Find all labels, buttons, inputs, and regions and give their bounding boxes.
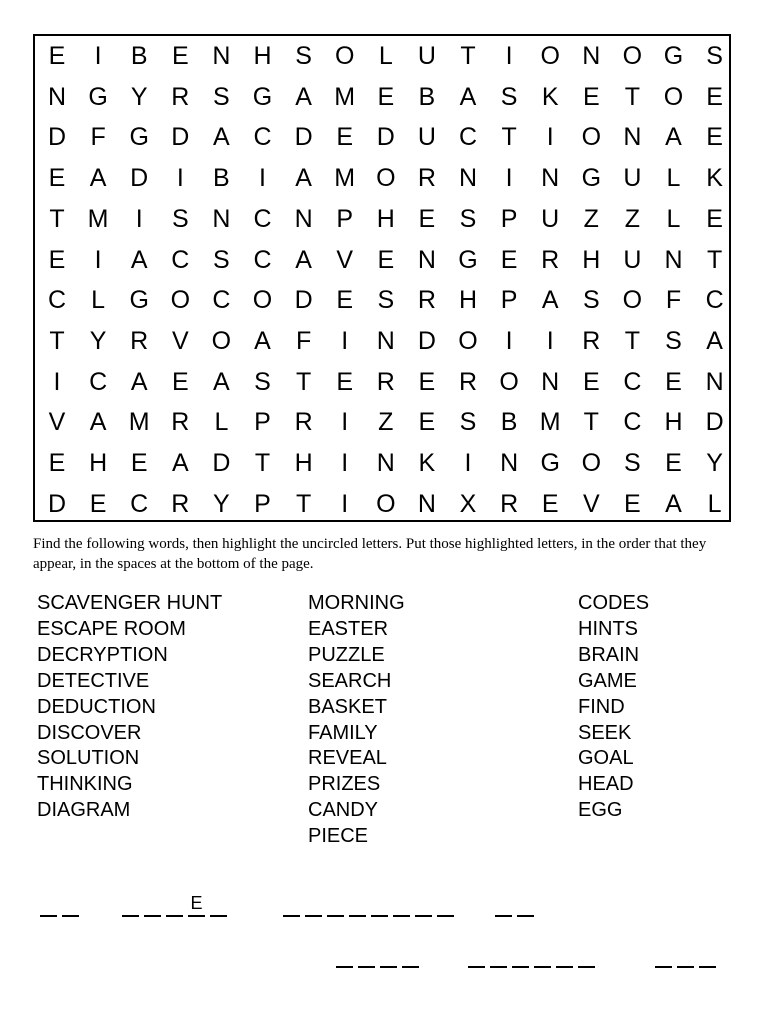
grid-letter: E <box>336 123 354 152</box>
grid-letter: N <box>500 449 519 477</box>
grid-letter: E <box>48 449 66 477</box>
word-list-item: MORNING <box>308 592 405 614</box>
answer-blank[interactable] <box>655 966 672 968</box>
answer-blank[interactable] <box>699 966 716 968</box>
grid-letter: I <box>259 164 266 193</box>
word-list-item: FAMILY <box>308 721 378 744</box>
grid-letter: A <box>213 367 230 396</box>
answer-blank[interactable] <box>283 915 300 917</box>
answer-blank[interactable] <box>166 915 183 917</box>
grid-letter: F <box>295 326 312 355</box>
grid-letter: T <box>624 82 641 111</box>
grid-letter: C <box>171 245 190 274</box>
grid-letter: A <box>130 367 148 396</box>
grid-letter: R <box>171 408 190 437</box>
grid-letter: C <box>89 367 108 396</box>
grid-letter: S <box>171 204 189 233</box>
grid-letter: O <box>499 367 519 396</box>
word-list-item: DECRYPTION <box>37 643 168 666</box>
answer-blank[interactable] <box>556 966 573 968</box>
grid-letter: L <box>214 408 229 437</box>
grid-letter: E <box>336 286 354 315</box>
grid-letter: C <box>47 286 67 315</box>
answer-blank[interactable] <box>677 966 694 968</box>
grid-letter: N <box>705 367 724 396</box>
grid-letter: C <box>458 123 478 152</box>
answer-blank[interactable] <box>358 966 375 968</box>
grid-letter: T <box>254 449 271 477</box>
grid-letter: E <box>624 489 641 518</box>
word-list-item: DISCOVER <box>37 721 142 744</box>
grid-letter: N <box>47 82 67 111</box>
grid-letter: Y <box>130 82 148 111</box>
grid-letter: E <box>706 123 723 152</box>
grid-letter: D <box>171 123 190 152</box>
grid-letter: U <box>541 204 560 233</box>
grid-letter: S <box>459 204 477 233</box>
grid-letter: O <box>581 449 602 477</box>
grid-letter: C <box>253 123 272 152</box>
word-list-item: HEAD <box>578 773 634 796</box>
grid-letter: A <box>295 82 312 111</box>
word-list-item: THINKING <box>37 773 133 796</box>
grid-letter: H <box>253 42 272 70</box>
word-list-item: PRIZES <box>308 773 381 796</box>
grid-letter: H <box>376 204 395 233</box>
grid-letter: I <box>505 42 513 70</box>
answer-blank[interactable] <box>495 915 512 917</box>
word-list-item: CODES <box>578 592 650 614</box>
grid-letter: H <box>294 449 313 477</box>
grid-letter: O <box>581 123 602 152</box>
grid-letter: O <box>334 42 355 70</box>
grid-letter: O <box>663 82 684 111</box>
word-list-item: REVEAL <box>308 747 387 770</box>
grid-letter: T <box>624 326 641 355</box>
grid-letter: A <box>665 123 682 152</box>
grid-letter: E <box>336 367 354 396</box>
word-list-column-3 <box>578 591 649 824</box>
answer-blank[interactable] <box>122 915 139 917</box>
grid-letter: S <box>213 245 230 274</box>
grid-letter: E <box>665 367 682 396</box>
answer-blank[interactable] <box>534 966 551 968</box>
word-search-grid <box>33 34 731 522</box>
word-list-item: FIND <box>578 695 625 718</box>
grid-letter: F <box>90 123 106 152</box>
grid-letter: Z <box>624 204 641 233</box>
grid-letter: E <box>541 489 559 518</box>
grid-letter: B <box>130 42 148 70</box>
answer-blank[interactable] <box>327 915 344 917</box>
grid-letter: V <box>171 326 189 355</box>
word-list-item: DIAGRAM <box>37 799 131 822</box>
grid-letter: G <box>458 245 478 274</box>
answer-blank[interactable] <box>437 915 454 917</box>
instructions-text: Find the following words, then highlight the uncircled letters. Put those highlighted letters, in the order that they appear, in the spaces at the bottom of the page. <box>33 536 707 572</box>
grid-letter: A <box>295 164 312 193</box>
grid-letter: M <box>334 164 356 193</box>
grid-letter: T <box>49 326 65 355</box>
word-list-item: GOAL <box>578 747 634 770</box>
answer-blank[interactable] <box>415 915 432 917</box>
grid-letter: G <box>88 82 108 111</box>
grid-letter: L <box>91 286 106 315</box>
grid-letter: R <box>171 489 190 518</box>
grid-letter: E <box>582 367 600 396</box>
grid-letter: S <box>459 408 477 437</box>
grid-letter: E <box>48 164 66 193</box>
grid-letter: S <box>665 326 682 355</box>
answer-word-blanks <box>655 944 721 970</box>
grid-letter: B <box>500 408 518 437</box>
grid-letter: U <box>623 245 642 274</box>
grid-letter: L <box>707 489 722 518</box>
grid-letter: C <box>705 286 724 315</box>
grid-letter: S <box>213 82 230 111</box>
grid-letter: U <box>623 164 642 193</box>
grid-letter: E <box>418 408 436 437</box>
grid-letter: V <box>582 489 600 518</box>
grid-letter: C <box>253 245 272 274</box>
grid-letter: R <box>541 245 560 274</box>
answer-word-blanks <box>495 893 539 919</box>
grid-letter: H <box>89 449 108 477</box>
grid-letter: F <box>665 286 682 315</box>
grid-letter: N <box>212 204 231 233</box>
grid-letter: D <box>47 489 67 518</box>
grid-letter: O <box>211 326 232 355</box>
grid-letter: N <box>417 245 436 274</box>
grid-letter: B <box>213 164 230 193</box>
grid-letter: E <box>665 449 682 477</box>
word-list-column-2 <box>308 591 405 850</box>
word-list-item: SCAVENGER HUNT <box>37 592 223 614</box>
answer-blank[interactable] <box>305 915 322 917</box>
grid-letter: E <box>500 245 518 274</box>
grid-letter: C <box>623 408 642 437</box>
word-list-item: HINTS <box>578 617 638 640</box>
grid-letter: O <box>622 286 643 315</box>
grid-letter: R <box>130 326 149 355</box>
grid-letter: E <box>89 489 107 518</box>
grid-letter: R <box>500 489 519 518</box>
grid-letter: T <box>501 123 517 152</box>
grid-letter: T <box>295 489 312 518</box>
answer-blank[interactable] <box>349 915 366 917</box>
answer-word-blanks <box>283 893 459 919</box>
grid-letter: Y <box>706 449 723 477</box>
grid-letter: T <box>460 42 476 70</box>
grid-letter: B <box>418 82 436 111</box>
grid-letter: A <box>541 286 559 315</box>
grid-letter: O <box>376 164 396 193</box>
grid-letter: H <box>664 408 683 437</box>
grid-letter: K <box>706 164 723 193</box>
word-list-item: PUZZLE <box>308 643 385 666</box>
word-list-item: EASTER <box>308 617 389 640</box>
grid-letter: Y <box>89 326 107 355</box>
grid-letter: S <box>582 286 600 315</box>
grid-letter: R <box>458 367 478 396</box>
grid-letter: N <box>582 42 601 70</box>
grid-letter: E <box>130 449 148 477</box>
answer-blank[interactable] <box>188 915 205 917</box>
grid-letter: N <box>212 42 231 70</box>
grid-letter: D <box>376 123 395 152</box>
grid-letter: N <box>294 204 313 233</box>
grid-letter: O <box>170 286 191 315</box>
grid-letter: E <box>48 245 66 274</box>
answer-word-blanks <box>468 944 600 970</box>
grid-letter: P <box>254 489 271 518</box>
grid-letter: D <box>47 123 67 152</box>
answer-word-blanks <box>122 893 232 919</box>
grid-letter: L <box>666 164 681 193</box>
grid-letter: E <box>171 367 189 396</box>
grid-letter: N <box>458 164 478 193</box>
grid-letter: O <box>458 326 478 355</box>
grid-letter: D <box>294 123 313 152</box>
word-list-column-1 <box>37 591 222 824</box>
grid-letter: S <box>706 42 723 70</box>
word-list-item: SEARCH <box>308 669 392 692</box>
grid-letter: E <box>418 367 436 396</box>
grid-letter: S <box>500 82 518 111</box>
grid-letter: M <box>334 82 356 111</box>
grid-letter: K <box>541 82 559 111</box>
word-list-item: DEDUCTION <box>37 695 156 718</box>
answer-blank[interactable] <box>336 966 353 968</box>
answer-blank[interactable] <box>62 915 79 917</box>
grid-letter: N <box>541 367 560 396</box>
grid-letter: S <box>254 367 271 396</box>
grid-letter: K <box>418 449 436 477</box>
grid-letter: U <box>417 42 436 70</box>
grid-letter: N <box>376 326 395 355</box>
grid-letter: N <box>664 245 683 274</box>
grid-letter: I <box>546 123 554 152</box>
grid-letter: A <box>295 245 312 274</box>
grid-letter: M <box>128 408 150 437</box>
grid-letter: E <box>706 82 723 111</box>
grid-letter: L <box>378 42 393 70</box>
grid-letter: O <box>622 42 643 70</box>
grid-letter: R <box>294 408 313 437</box>
grid-letter: G <box>129 286 149 315</box>
answer-blank[interactable] <box>402 966 419 968</box>
answer-blank[interactable] <box>468 966 485 968</box>
answer-blank[interactable] <box>371 915 388 917</box>
grid-letter: I <box>94 42 102 70</box>
grid-letter: N <box>541 164 560 193</box>
grid-letter: X <box>459 489 477 518</box>
grid-letter: E <box>706 204 723 233</box>
grid-letter: T <box>295 367 312 396</box>
grid-letter: S <box>377 286 395 315</box>
grid-letter: S <box>624 449 641 477</box>
answer-blank[interactable] <box>578 966 595 968</box>
word-list-item: GAME <box>578 669 637 692</box>
grid-letter: A <box>213 123 230 152</box>
grid-letter: O <box>252 286 273 315</box>
grid-letter: P <box>336 204 354 233</box>
grid-letter: G <box>129 123 149 152</box>
grid-letter: A <box>459 82 477 111</box>
grid-letter: D <box>294 286 313 315</box>
answer-blank[interactable] <box>210 915 227 917</box>
answer-blank[interactable] <box>40 915 57 917</box>
grid-letter: I <box>135 204 143 233</box>
grid-letter: E <box>48 42 66 70</box>
grid-letter: A <box>665 489 682 518</box>
answer-word-blanks <box>40 893 84 919</box>
grid-letter: A <box>171 449 189 477</box>
word-list-item: BASKET <box>308 695 387 718</box>
grid-letter: G <box>663 42 684 70</box>
grid-letter: N <box>623 123 642 152</box>
grid-letter: V <box>48 408 66 437</box>
grid-letter: S <box>295 42 312 70</box>
word-list-item: BRAIN <box>578 643 640 666</box>
grid-letter: I <box>341 489 349 518</box>
grid-letter: C <box>130 489 149 518</box>
grid-letter: H <box>582 245 601 274</box>
word-list-item: DETECTIVE <box>37 669 150 692</box>
word-list-item: PIECE <box>308 825 369 848</box>
grid-letter: D <box>212 449 231 477</box>
answer-letter: E <box>190 893 203 913</box>
grid-letter: E <box>418 204 436 233</box>
grid-letter: G <box>581 164 602 193</box>
grid-letter: I <box>546 326 554 355</box>
grid-letter: O <box>540 42 560 70</box>
grid-letter: C <box>623 367 642 396</box>
grid-letter: R <box>171 82 190 111</box>
grid-letter: A <box>706 326 723 355</box>
grid-letter: C <box>212 286 231 315</box>
grid-letter: P <box>500 286 518 315</box>
grid-letter: E <box>582 82 600 111</box>
word-list-item: SEEK <box>578 721 632 744</box>
answer-word-blanks <box>336 944 424 970</box>
word-list-item: CANDY <box>308 799 379 822</box>
grid-letter: T <box>706 245 723 274</box>
grid-letter: Z <box>583 204 599 233</box>
grid-letter: P <box>254 408 271 437</box>
answer-blank[interactable] <box>517 915 534 917</box>
grid-letter: I <box>94 245 102 274</box>
grid-letter: G <box>252 82 273 111</box>
grid-letter: L <box>666 204 681 233</box>
grid-letter: T <box>49 204 65 233</box>
grid-letter: A <box>254 326 271 355</box>
answer-blank[interactable] <box>144 915 161 917</box>
grid-letter: I <box>505 164 513 193</box>
answer-blank[interactable] <box>490 966 507 968</box>
grid-letter: A <box>130 245 148 274</box>
grid-letter: U <box>417 123 436 152</box>
grid-letter: T <box>583 408 599 437</box>
grid-letter: I <box>505 326 513 355</box>
word-list-item: ESCAPE ROOM <box>37 617 186 640</box>
grid-letter: I <box>341 449 349 477</box>
grid-letter: D <box>130 164 149 193</box>
grid-letter: I <box>176 164 184 193</box>
grid-letter: R <box>376 367 395 396</box>
grid-letter: R <box>582 326 601 355</box>
grid-letter: R <box>417 164 436 193</box>
grid-letter: A <box>89 164 107 193</box>
answer-blank[interactable] <box>512 966 529 968</box>
grid-letter: P <box>500 204 518 233</box>
grid-letter: E <box>377 245 395 274</box>
grid-letter: E <box>171 42 189 70</box>
grid-letter: Z <box>378 408 394 437</box>
word-list-item: EGG <box>578 799 623 822</box>
grid-letter: I <box>53 367 61 396</box>
answer-blank[interactable] <box>393 915 410 917</box>
grid-letter: V <box>336 245 354 274</box>
grid-letter: N <box>376 449 395 477</box>
grid-letter: R <box>417 286 436 315</box>
grid-letter: G <box>540 449 560 477</box>
grid-letter: I <box>464 449 472 477</box>
grid-letter: I <box>341 408 349 437</box>
grid-letter: O <box>376 489 396 518</box>
grid-letter: Y <box>213 489 230 518</box>
grid-letter: A <box>89 408 107 437</box>
grid-letter: N <box>417 489 436 518</box>
grid-letter: C <box>253 204 272 233</box>
word-list-item: SOLUTION <box>37 747 140 770</box>
grid-letter: H <box>458 286 478 315</box>
grid-letter: M <box>87 204 109 233</box>
grid-letter: E <box>377 82 395 111</box>
grid-letter: M <box>539 408 561 437</box>
grid-letter: D <box>705 408 724 437</box>
grid-letter: D <box>417 326 436 355</box>
answer-blank[interactable] <box>380 966 397 968</box>
grid-letter: I <box>341 326 349 355</box>
